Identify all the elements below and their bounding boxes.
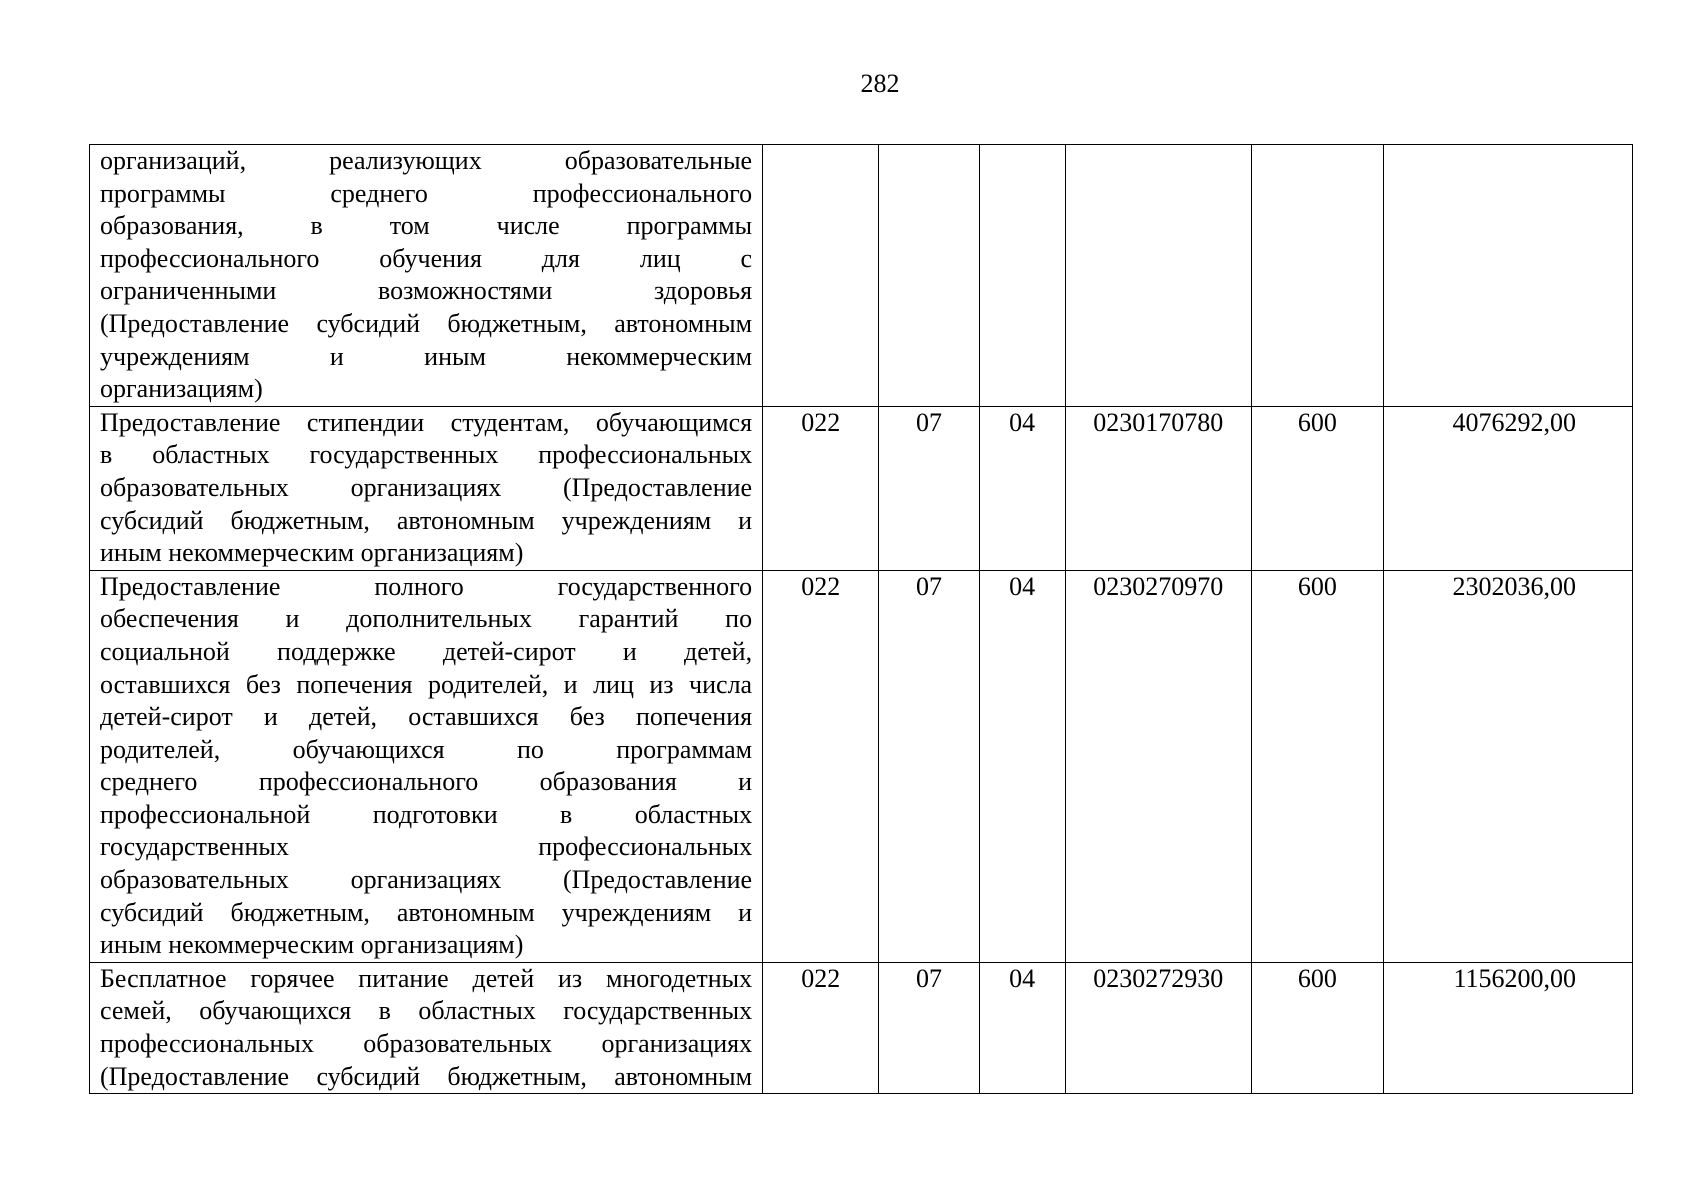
description-line: организаций, реализующих образовательные: [100, 146, 753, 175]
description-line: (Предоставление субсидий бюджетным, автономным: [100, 1061, 753, 1091]
description-line: профессионального обучения для лиц с: [100, 243, 753, 273]
ministry-code-cell: 022: [763, 406, 879, 570]
description-line: иным некоммерческим организациям): [100, 538, 524, 568]
expense-type-cell: 600: [1251, 962, 1383, 1093]
description-line: организациям): [100, 374, 263, 404]
description-line: в областных государственных профессиональных: [100, 440, 753, 470]
amount-cell: 2302036,00: [1383, 570, 1632, 962]
table-row: [90, 406, 1633, 570]
target-code-cell: [1065, 145, 1251, 407]
budget-table: [89, 144, 1633, 1094]
description-line: оставшихся без попечения родителей, и лиц из числа: [100, 669, 753, 699]
description-line: социальной поддержке детей-сирот и детей,: [100, 636, 753, 666]
ministry-code-cell: 022: [763, 570, 879, 962]
description-line: обеспечения и дополнительных гарантий по: [100, 604, 753, 634]
target-code-cell: 0230170780: [1065, 406, 1251, 570]
table-row: [90, 145, 1633, 407]
description-line: семей, обучающихся в областных государственных: [100, 996, 753, 1026]
description-line: профессиональных образовательных организациях: [100, 1029, 753, 1059]
amount-cell: [1383, 145, 1632, 407]
description-line: Предоставление полного государственного: [100, 571, 753, 601]
description-line: образовательных организациях (Предоставление: [100, 472, 753, 502]
description-line: (Предоставление субсидий бюджетным, автономным: [100, 308, 753, 338]
description-line: среднего профессионального образования и: [100, 767, 753, 797]
ministry-code-cell: 022: [763, 962, 879, 1093]
description-cell: [90, 962, 763, 1093]
page-number: 282: [860, 69, 900, 98]
expense-type-cell: 600: [1251, 406, 1383, 570]
section-cell: 07: [879, 570, 979, 962]
description-line: иным некоммерческим организациям): [100, 930, 524, 960]
section-cell: 07: [879, 406, 979, 570]
expense-type-cell: 600: [1251, 570, 1383, 962]
description-line: родителей, обучающихся по программам: [100, 734, 753, 764]
subsection-cell: 04: [979, 570, 1065, 962]
description-line: учреждениям и иным некоммерческим: [100, 341, 753, 371]
description-line: образовательных организациях (Предоставление: [100, 865, 753, 895]
section-cell: [879, 145, 979, 407]
amount-cell: 4076292,00: [1383, 406, 1632, 570]
subsection-cell: 04: [979, 406, 1065, 570]
description-cell: [90, 145, 763, 407]
description-cell: [90, 406, 763, 570]
subsection-cell: 04: [979, 962, 1065, 1093]
amount-cell: 1156200,00: [1383, 962, 1632, 1093]
target-code-cell: 0230272930: [1065, 962, 1251, 1093]
section-cell: 07: [879, 962, 979, 1093]
description-line: государственных профессиональных: [100, 832, 753, 862]
description-line: Бесплатное горячее питание детей из многодетных: [100, 963, 753, 993]
description-line: детей-сирот и детей, оставшихся без попечения: [100, 702, 753, 732]
description-line: образования, в том числе программы: [100, 211, 753, 241]
target-code-cell: 0230270970: [1065, 570, 1251, 962]
description-line: профессиональной подготовки в областных: [100, 799, 753, 829]
ministry-code-cell: [763, 145, 879, 407]
table-row: [90, 570, 1633, 962]
description-line: программы среднего профессионального: [100, 178, 753, 208]
description-line: субсидий бюджетным, автономным учреждениям и: [100, 897, 753, 927]
description-line: субсидий бюджетным, автономным учреждениям и: [100, 505, 753, 535]
table-row: [90, 962, 1633, 1093]
expense-type-cell: [1251, 145, 1383, 407]
subsection-cell: [979, 145, 1065, 407]
description-cell: [90, 570, 763, 962]
description-line: Предоставление стипендии студентам, обучающимся: [100, 407, 753, 437]
description-line: ограниченными возможностями здоровья: [100, 276, 753, 306]
